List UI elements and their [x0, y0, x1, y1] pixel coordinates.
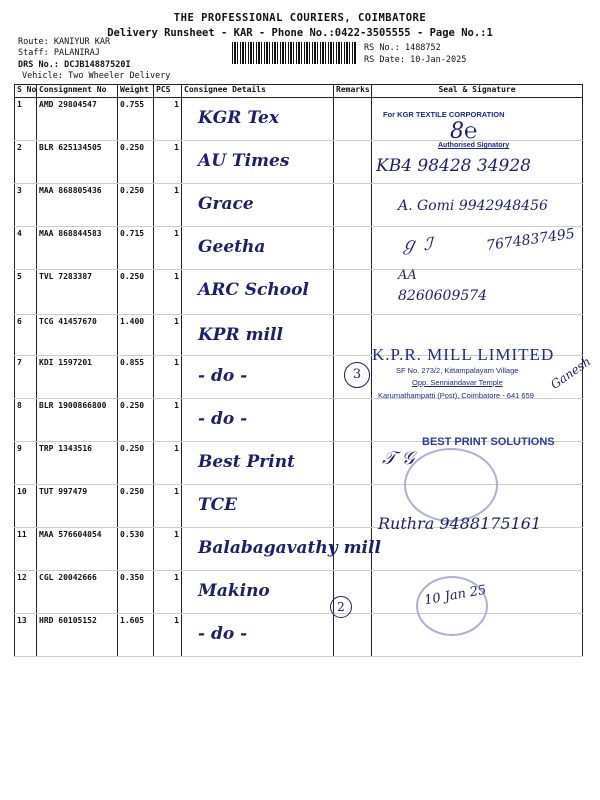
cell-consignment-no: KDI 1597201: [37, 356, 118, 399]
cell-sno: 6: [15, 315, 37, 356]
cell-sno: 3: [15, 184, 37, 227]
cell-weight: 1.400: [118, 315, 154, 356]
route-line: [18, 37, 110, 48]
consignee-handwriting: Makino: [198, 581, 270, 601]
cell-consignment-no: TVL 7283387: [37, 270, 118, 315]
signature-row-2: KB4 98428 34928: [376, 156, 531, 176]
cell-consignment-no: MAA 576604054: [37, 528, 118, 571]
cell-consignment-no: AMD 29804547: [37, 98, 118, 141]
consignee-handwriting: Geetha: [198, 237, 266, 257]
signature-row-5a: AA: [398, 268, 417, 283]
cell-pcs: 1: [154, 270, 182, 315]
cell-remarks: [334, 399, 372, 442]
bps-seal-name: BEST PRINT SOLUTIONS: [422, 436, 555, 448]
kpr-seal-addr2: Opp. Senniandavar Temple: [412, 378, 503, 387]
cell-weight: 0.250: [118, 270, 154, 315]
cell-pcs: 1: [154, 399, 182, 442]
consignee-handwriting: ARC School: [198, 280, 309, 300]
cell-sno: 11: [15, 528, 37, 571]
consignee-handwriting: - do -: [198, 624, 248, 644]
signature-row-3: A. Gomi 9942948456: [398, 198, 548, 214]
signature-row-5b: 8260609574: [398, 288, 488, 304]
cell-sno: 4: [15, 227, 37, 270]
header-consignee-details: Consignee Details: [182, 85, 334, 98]
cell-consignment-no: BLR 625134505: [37, 141, 118, 184]
cell-consignee-details: [182, 614, 334, 657]
kpr-signature: Ganesh: [548, 354, 594, 392]
cell-weight: 0.250: [118, 442, 154, 485]
cell-weight: 0.250: [118, 399, 154, 442]
rs-date-label: RS Date:: [364, 55, 405, 65]
kgr-signature: 8℮: [450, 119, 478, 144]
consignee-handwriting: KGR Tex: [198, 108, 279, 128]
header-consignment-no: Consignment No: [37, 85, 118, 98]
cell-consignee-details: [182, 270, 334, 315]
cell-pcs: 1: [154, 528, 182, 571]
rs-no-label: RS No.:: [364, 43, 400, 53]
kpr-seal-addr3: Karumathampatti (Post), Coimbatore - 641 659: [378, 391, 534, 400]
cell-consignment-no: MAA 868805436: [37, 184, 118, 227]
cell-weight: 0.250: [118, 184, 154, 227]
table-header-row: [15, 85, 583, 98]
cell-sno: 7: [15, 356, 37, 399]
cell-consignee-details: [182, 356, 334, 399]
cell-weight: 1.605: [118, 614, 154, 657]
cell-sno: 5: [15, 270, 37, 315]
document-subtitle: Delivery Runsheet - KAR - Phone No.:0422-3505555 - Page No.:1: [107, 27, 493, 39]
cell-consignee-details: [182, 442, 334, 485]
cell-sno: 10: [15, 485, 37, 528]
cell-remarks: [334, 442, 372, 485]
cell-remarks: [334, 315, 372, 356]
consignee-handwriting: - do -: [198, 409, 248, 429]
cell-consignee-details: [182, 571, 334, 614]
cell-consignee-details: [182, 399, 334, 442]
header-sno: S No: [15, 85, 37, 98]
staff-line: [18, 48, 100, 59]
header-weight: Weight: [118, 85, 154, 98]
cell-consignee-details: [182, 528, 381, 571]
cell-remarks: [334, 141, 372, 184]
rs-date-value: 10-Jan-2025: [410, 55, 467, 65]
cell-sno: 9: [15, 442, 37, 485]
cell-consignment-no: TUT 997479: [37, 485, 118, 528]
rubber-stamp-best-print: [404, 448, 498, 522]
document-title: THE PROFESSIONAL COURIERS, COIMBATORE: [173, 12, 427, 24]
cell-pcs: 1: [154, 227, 182, 270]
cell-weight: 0.250: [118, 141, 154, 184]
staff-value: PALANIRAJ: [53, 48, 100, 58]
staff-label: Staff:: [18, 48, 49, 58]
cell-consignment-no: BLR 1900866800: [37, 399, 118, 442]
cell-consignee-details: [182, 227, 334, 270]
consignee-handwriting: Best Print: [198, 452, 295, 472]
cell-consignee-details: [182, 141, 334, 184]
cell-sno: 1: [15, 98, 37, 141]
kpr-seal-name: K.P.R. MILL LIMITED: [372, 345, 555, 364]
barcode: [232, 42, 356, 64]
cell-pcs: 1: [154, 614, 182, 657]
route-label: Route:: [18, 37, 49, 47]
consignee-handwriting: TCE: [198, 495, 238, 515]
cell-remarks: [334, 485, 372, 528]
cell-pcs: 1: [154, 571, 182, 614]
cell-remarks: [334, 184, 372, 227]
cell-pcs: 1: [154, 98, 182, 141]
consignee-handwriting: KPR mill: [198, 325, 283, 345]
drs-line: [18, 60, 131, 71]
cell-sno: 8: [15, 399, 37, 442]
cell-remarks: [334, 98, 372, 141]
cell-consignee-details: [182, 485, 334, 528]
consignee-handwriting: - do -: [198, 366, 248, 386]
cell-consignment-no: HRD 60105152: [37, 614, 118, 657]
table-row: [15, 614, 583, 657]
cell-weight: 0.530: [118, 528, 154, 571]
bps-signature: 𝒯 𝒢: [382, 448, 415, 469]
remark-row-13: 2: [330, 596, 352, 618]
rs-date-line: [364, 55, 466, 66]
header-seal-signature: Seal & Signature: [372, 85, 583, 98]
cell-remarks: [334, 614, 372, 657]
cell-remarks: [334, 270, 372, 315]
cell-sno: 13: [15, 614, 37, 657]
cell-pcs: 1: [154, 315, 182, 356]
cell-consignment-no: TRP 1343516: [37, 442, 118, 485]
kgr-seal-company: For KGR TEXTILE CORPORATION: [383, 110, 505, 119]
consignee-handwriting: Balabagavathy mill: [198, 538, 381, 558]
vehicle-line: [22, 71, 170, 82]
header-remarks: Remarks: [334, 85, 372, 98]
cell-sno: 12: [15, 571, 37, 614]
cell-weight: 0.755: [118, 98, 154, 141]
cell-consignee-details: [182, 98, 334, 141]
signature-row-11: Ruthra 9488175161: [378, 514, 542, 533]
route-value: KANIYUR KAR: [53, 37, 111, 47]
cell-consignment-no: TCG 41457670: [37, 315, 118, 356]
cell-consignee-details: [182, 315, 334, 356]
cell-weight: 0.250: [118, 485, 154, 528]
cell-remarks: [334, 227, 372, 270]
drs-value: DCJB14887520I: [64, 60, 131, 70]
drs-label: DRS No.:: [18, 60, 59, 70]
consignee-handwriting: AU Times: [198, 151, 290, 171]
signature-row-4-mark: ℊ ℐ: [400, 234, 433, 255]
cell-pcs: 1: [154, 442, 182, 485]
rs-no-value: 1488752: [404, 43, 441, 53]
cell-pcs: 1: [154, 356, 182, 399]
vehicle-value: Two Wheeler Delivery: [68, 71, 171, 81]
table-row: [15, 270, 583, 315]
cell-seal-signature: [372, 528, 583, 571]
remark-row-7: 3: [344, 362, 370, 388]
cell-pcs: 1: [154, 141, 182, 184]
cell-consignee-details: [182, 184, 334, 227]
table-row: [15, 98, 583, 141]
cell-pcs: 1: [154, 184, 182, 227]
consignee-handwriting: Grace: [198, 194, 254, 214]
cell-weight: 0.855: [118, 356, 154, 399]
cell-weight: 0.715: [118, 227, 154, 270]
kpr-seal-addr1: SF No. 273/2, Kittampalayam Village: [396, 366, 519, 375]
table-row: [15, 571, 583, 614]
cell-consignment-no: CGL 20042666: [37, 571, 118, 614]
kgr-seal-auth: Authorised Signatory: [438, 142, 510, 149]
signature-row-4: 7674837495: [485, 225, 576, 255]
cell-sno: 2: [15, 141, 37, 184]
rs-no-line: [364, 43, 441, 54]
header-pcs: PCS: [154, 85, 182, 98]
cell-pcs: 1: [154, 485, 182, 528]
cell-consignment-no: MAA 868844583: [37, 227, 118, 270]
table-row: [15, 528, 583, 571]
vehicle-label: Vehicle:: [22, 71, 63, 81]
cell-weight: 0.350: [118, 571, 154, 614]
signature-row-13: 10 Jan 25: [423, 582, 488, 609]
